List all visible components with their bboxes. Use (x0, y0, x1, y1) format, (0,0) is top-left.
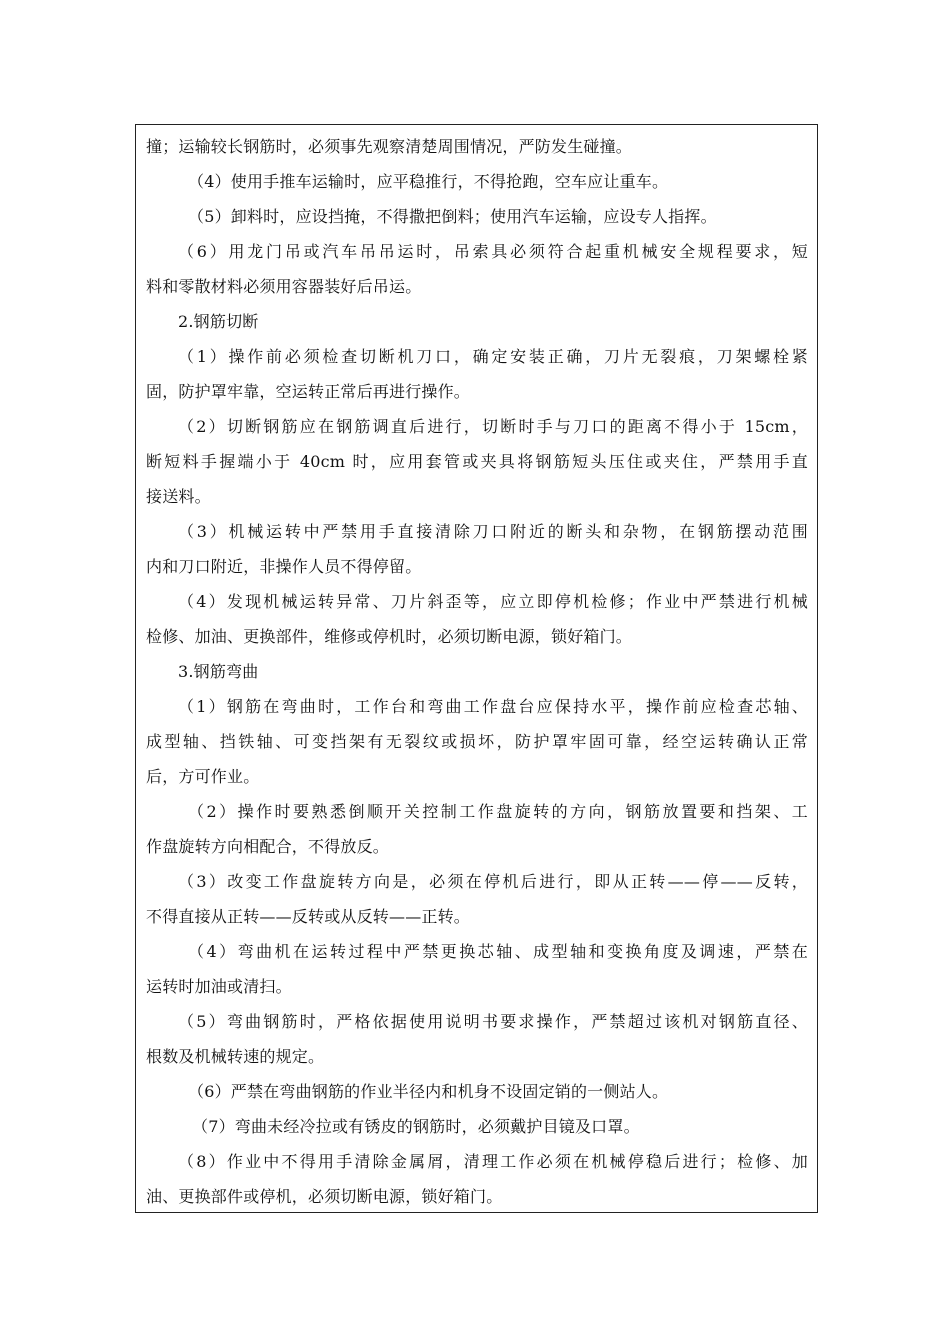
text-line: （5）弯曲钢筋时，严格依据使用说明书要求操作，严禁超过该机对钢筋直径、 (178, 1012, 808, 1031)
text-line: 运转时加油或清扫。 (146, 977, 292, 996)
text-line: （2）操作时要熟悉倒顺开关控制工作盘旋转的方向，钢筋放置要和挡架、工 (188, 802, 808, 821)
text-line: （5）卸料时，应设挡掩，不得撒把倒料；使用汽车运输，应设专人指挥。 (188, 207, 717, 226)
text-line: 根数及机械转速的规定。 (146, 1047, 325, 1066)
text-line: 3.钢筋弯曲 (178, 662, 259, 681)
text-line: 固，防护罩牢靠，空运转正常后再进行操作。 (146, 382, 471, 401)
text-line: （7）弯曲未经冷拉或有锈皮的钢筋时，必须戴护目镜及口罩。 (192, 1117, 640, 1136)
text-line: （4）使用手推车运输时，应平稳推行，不得抢跑，空车应让重车。 (188, 172, 669, 191)
text-line: 油、更换部件或停机，必须切断电源，锁好箱门。 (146, 1187, 503, 1206)
document-body (146, 129, 808, 1214)
text-line: 撞；运输较长钢筋时，必须事先观察清楚周围情况，严防发生碰撞。 (146, 137, 633, 156)
text-line: （2）切断钢筋应在钢筋调直后进行，切断时手与刀口的距离不得小于 15cm， (178, 417, 808, 436)
text-line: （3）改变工作盘旋转方向是，必须在停机后进行，即从正转——停——反转， (178, 872, 808, 891)
text-line: 作盘旋转方向相配合，不得放反。 (146, 837, 390, 856)
text-line: 检修、加油、更换部件，维修或停机时，必须切断电源，锁好箱门。 (146, 627, 633, 646)
text-line: （8）作业中不得用手清除金属屑，清理工作必须在机械停稳后进行；检修、加 (178, 1152, 808, 1171)
text-line: （6）严禁在弯曲钢筋的作业半径内和机身不设固定销的一侧站人。 (188, 1082, 669, 1101)
text-line: 后，方可作业。 (146, 767, 260, 786)
text-line: 不得直接从正转——反转或从反转——正转。 (146, 907, 471, 926)
text-line: 料和零散材料必须用容器装好后吊运。 (146, 277, 422, 296)
text-line: （1）操作前必须检查切断机刀口，确定安装正确，刀片无裂痕，刀架螺栓紧 (178, 347, 808, 366)
text-line: 内和刀口附近，非操作人员不得停留。 (146, 557, 422, 576)
text-line: （4）弯曲机在运转过程中严禁更换芯轴、成型轴和变换角度及调速，严禁在 (188, 942, 808, 961)
text-line: （3）机械运转中严禁用手直接清除刀口附近的断头和杂物，在钢筋摆动范围 (178, 522, 808, 541)
text-line: 2.钢筋切断 (178, 312, 259, 331)
text-line: （1）钢筋在弯曲时，工作台和弯曲工作盘台应保持水平，操作前应检查芯轴、 (178, 697, 808, 716)
text-line: 断短料手握端小于 40cm 时，应用套管或夹具将钢筋短头压住或夹住，严禁用手直 (146, 452, 808, 471)
text-line: 接送料。 (146, 487, 211, 506)
text-line: （6）用龙门吊或汽车吊吊运时，吊索具必须符合起重机械安全规程要求，短 (178, 242, 808, 261)
table-frame (135, 124, 818, 1213)
text-line: （4）发现机械运转异常、刀片斜歪等，应立即停机检修；作业中严禁进行机械 (178, 592, 808, 611)
text-line: 成型轴、挡铁轴、可变挡架有无裂纹或损坏，防护罩牢固可靠，经空运转确认正常 (146, 732, 808, 751)
